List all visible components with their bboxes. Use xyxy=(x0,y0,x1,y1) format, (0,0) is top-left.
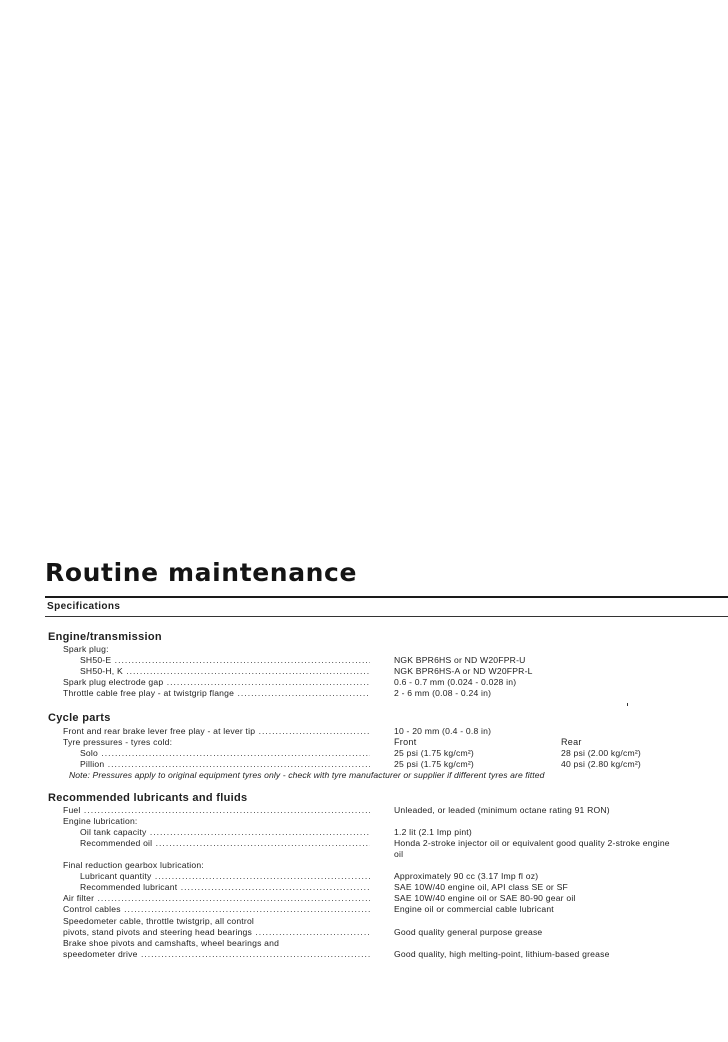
control-cables-value: Engine oil or commercial cable lubricant xyxy=(394,904,554,914)
throttle-label: Throttle cable free play - at twistgrip flange ..... xyxy=(63,688,370,699)
page-title: Routine maintenance xyxy=(45,558,358,587)
recommended-lubricant-label: Recommended lubricant ..... xyxy=(80,882,370,893)
pivots-value: Good quality general purpose grease xyxy=(394,927,543,937)
pillion-front-value: 25 psi (1.75 kg/cm²) xyxy=(394,759,474,769)
final-reduction-label: Final reduction gearbox lubrication: xyxy=(63,860,204,870)
speedometer-label: Speedometer cable, throttle twistgrip, all control xyxy=(63,916,255,926)
gap-value: 0.6 - 0.7 mm (0.024 - 0.028 in) xyxy=(394,677,517,687)
spec-row xyxy=(0,904,728,916)
subtitle-rule xyxy=(45,616,728,617)
sh50hk-label: SH50-H, K ..... xyxy=(80,666,370,677)
lubricant-quantity-value: Approximately 90 cc (3.17 Imp fl oz) xyxy=(394,871,539,881)
throttle-value: 2 - 6 mm (0.08 - 0.24 in) xyxy=(394,688,492,698)
engine-lubrication-label: Engine lubrication: xyxy=(63,816,138,826)
scan-speck xyxy=(627,703,628,706)
lubricant-quantity-label: Lubricant quantity ..... xyxy=(80,871,370,882)
recommended-lubricant-value: SAE 10W/40 engine oil, API class SE or SF xyxy=(394,882,568,892)
sh50hk-value: NGK BPR6HS-A or ND W20FPR-L xyxy=(394,666,533,676)
spec-row xyxy=(0,688,728,700)
brake-play-value: 10 - 20 mm (0.4 - 0.8 in) xyxy=(394,726,492,736)
tyre-note: Note: Pressures apply to original equipment tyres only - check with tyre manufacturer or supplier if different tyres are fitted xyxy=(69,770,545,780)
speedometer-drive-label: speedometer drive ..... xyxy=(63,949,370,960)
engine-heading: Engine/transmission xyxy=(48,631,162,643)
speedometer-drive-value: Good quality, high melting-point, lithium-based grease xyxy=(394,949,610,959)
fuel-label: Fuel ..... xyxy=(63,805,370,816)
oil-capacity-value: 1.2 lit (2.1 Imp pint) xyxy=(394,827,472,837)
recommended-oil-value: Honda 2-stroke injector oil or equivalent good quality 2-stroke engine xyxy=(394,838,670,848)
recommended-oil-label: Recommended oil ..... xyxy=(80,838,370,849)
spark-plug-label: Spark plug: xyxy=(63,644,109,654)
solo-front-value: 25 psi (1.75 kg/cm²) xyxy=(394,748,474,758)
gap-label: Spark plug electrode gap ..... xyxy=(63,677,370,688)
pillion-rear-value: 40 psi (2.80 kg/cm²) xyxy=(561,759,641,769)
control-cables-label: Control cables ..... xyxy=(63,904,370,915)
sh50e-label: SH50-E ..... xyxy=(80,655,370,666)
tyre-label: Tyre pressures - tyres cold: xyxy=(63,737,173,747)
spec-row xyxy=(0,949,728,961)
solo-rear-value: 28 psi (2.00 kg/cm²) xyxy=(561,748,641,758)
brake-shoe-label: Brake shoe pivots and camshafts, wheel bearings and xyxy=(63,938,280,948)
lubricants-heading: Recommended lubricants and fluids xyxy=(48,792,248,804)
solo-label: Solo ..... xyxy=(80,748,370,759)
front-heading: Front xyxy=(394,737,417,747)
brake-play-label: Front and rear brake lever free play - at lever tip ..... xyxy=(63,726,370,737)
oil-capacity-label: Oil tank capacity ..... xyxy=(80,827,370,838)
pivots-label: pivots, stand pivots and steering head bearings ..... xyxy=(63,927,370,938)
fuel-value: Unleaded, or leaded (minimum octane rating 91 RON) xyxy=(394,805,610,815)
section-subtitle: Specifications xyxy=(47,601,121,612)
recommended-oil-value-cont: oil xyxy=(394,849,404,859)
cycle-heading: Cycle parts xyxy=(48,712,111,724)
air-filter-value: SAE 10W/40 engine oil or SAE 80-90 gear oil xyxy=(394,893,576,903)
pillion-label: Pillion ..... xyxy=(80,759,370,770)
sh50e-value: NGK BPR6HS or ND W20FPR-U xyxy=(394,655,526,665)
air-filter-label: Air filter ..... xyxy=(63,893,370,904)
rear-heading: Rear xyxy=(561,737,582,747)
title-rule xyxy=(45,596,728,598)
